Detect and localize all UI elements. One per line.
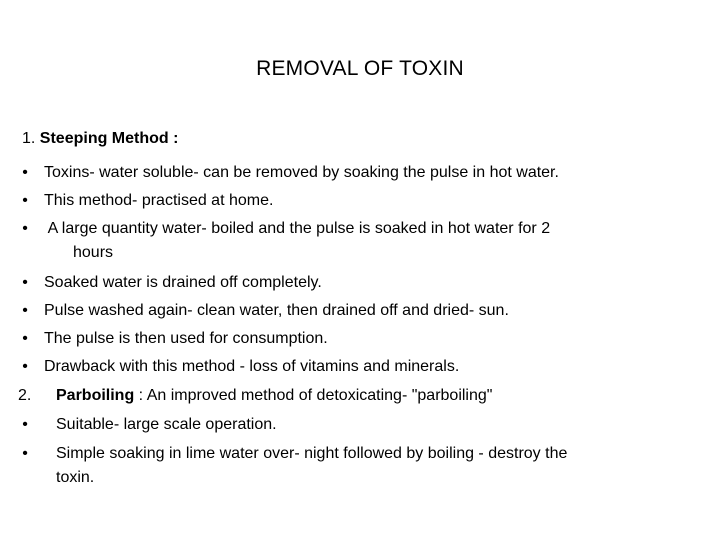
- bullet-icon: •: [22, 302, 28, 319]
- bullet-icon: •: [22, 220, 28, 237]
- section-1-suffix: :: [168, 130, 179, 147]
- bullet-icon: •: [22, 192, 28, 209]
- section-1-title: Steeping Method: [39, 130, 169, 147]
- bullet-icon: •: [22, 358, 28, 375]
- bullet-icon: •: [22, 445, 28, 462]
- slide-title: REMOVAL OF TOXIN: [256, 57, 464, 80]
- bullet-icon: •: [22, 416, 28, 433]
- bullet-icon: •: [22, 274, 28, 291]
- section-1-number: 1.: [22, 130, 36, 147]
- section-2-title: Parboiling: [56, 387, 135, 404]
- section-2-number: 2.: [18, 387, 32, 404]
- bullet-icon: •: [22, 164, 28, 181]
- bullet-icon: •: [22, 330, 28, 347]
- section-2-description: : An improved method of detoxicating- "parboiling": [134, 387, 493, 404]
